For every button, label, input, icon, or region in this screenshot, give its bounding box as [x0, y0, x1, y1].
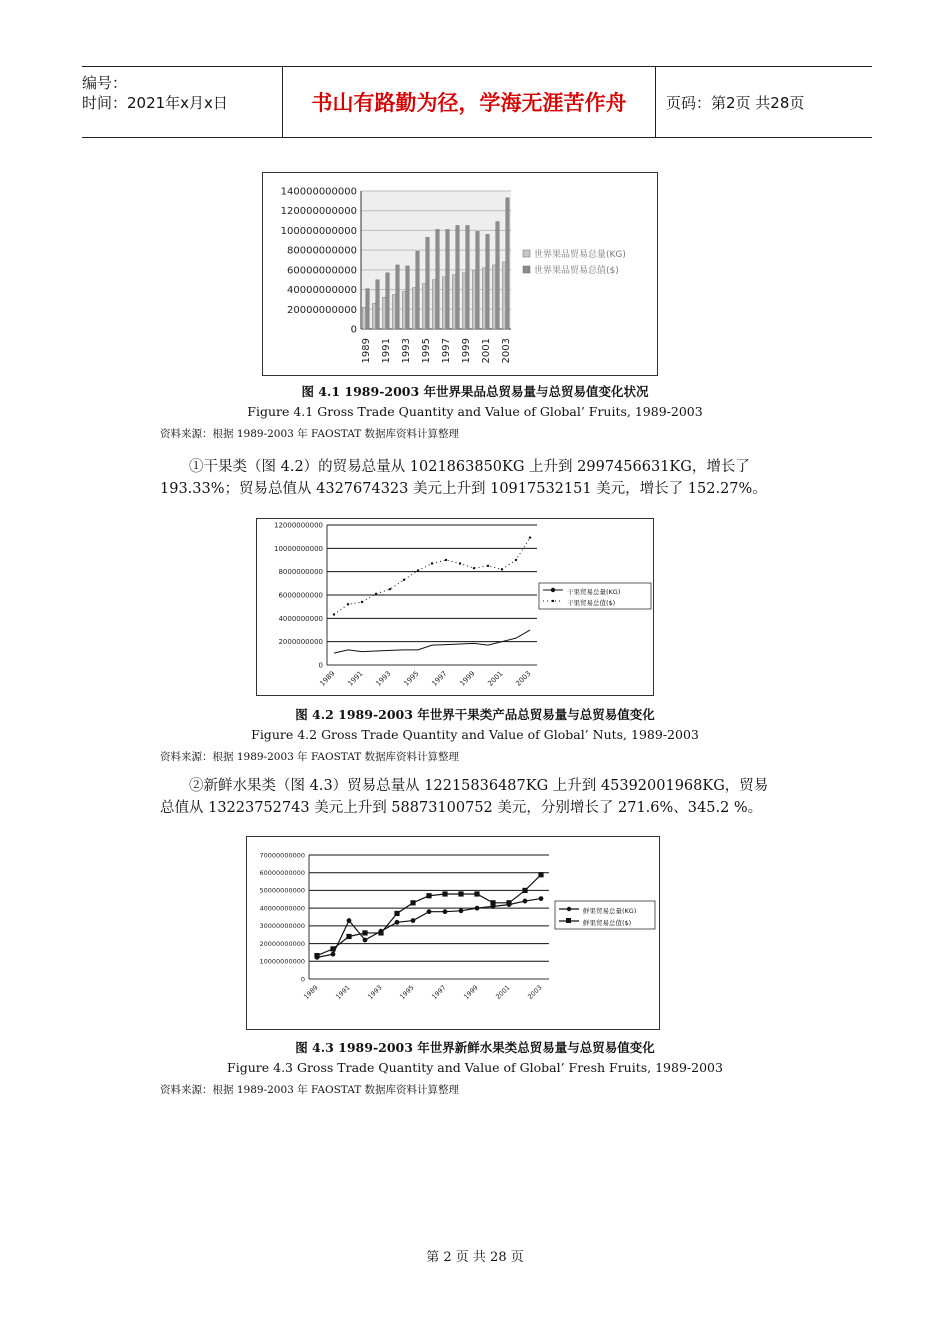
data-point	[459, 908, 464, 913]
y-tick-label: 60000000000	[259, 868, 305, 877]
x-tick-label: 1999	[458, 669, 477, 688]
legend-marker	[566, 918, 571, 923]
data-point	[529, 536, 531, 538]
data-point	[501, 568, 503, 570]
data-point	[506, 900, 511, 905]
page-header	[82, 66, 872, 138]
data-point	[346, 934, 351, 939]
data-point	[515, 559, 517, 561]
legend-label: 世界果品贸易总量(KG)	[534, 250, 626, 260]
y-tick-label: 140000000000	[280, 186, 357, 198]
data-point	[410, 900, 415, 905]
x-tick-label: 1999	[462, 983, 480, 1001]
data-point	[445, 559, 447, 561]
bar	[452, 275, 455, 329]
x-tick-label: 2003	[514, 669, 533, 688]
x-tick-label: 1995	[402, 669, 421, 688]
figure-3-caption-en: Figure 4.3 Gross Trade Quantity and Value of Global’ Fresh Fruits, 1989-2003	[227, 1060, 723, 1075]
legend-label: 干果贸易总值($)	[567, 599, 616, 607]
x-tick-label: 1993	[366, 983, 384, 1001]
y-tick-label: 12000000000	[274, 521, 323, 530]
bar	[482, 268, 485, 329]
bar	[476, 231, 479, 329]
data-point	[523, 899, 528, 904]
bar	[456, 226, 459, 330]
y-tick-label: 10000000000	[259, 957, 305, 966]
paragraph-nuts: ①干果类（图 4.2）的贸易总量从 1021863850KG 上升到 2997456631KG，增长了193.33%；贸易总值从 4327674323 美元上升到 10917532151 美元，增长了 152.27%。	[160, 459, 767, 497]
y-tick-label: 2000000000	[278, 638, 323, 647]
data-point	[363, 938, 368, 943]
figure-2-svg	[257, 519, 653, 695]
data-point	[362, 930, 367, 935]
x-tick-label: 1995	[398, 983, 416, 1001]
number-label: 编号：	[82, 74, 128, 92]
data-point	[378, 930, 383, 935]
x-tick-label: 1991	[381, 338, 392, 364]
figure-2-caption-en: Figure 4.2 Gross Trade Quantity and Value of Global’ Nuts, 1989-2003	[251, 727, 699, 742]
bar	[436, 229, 439, 329]
figure-1-caption-en: Figure 4.1 Gross Trade Quantity and Value of Global’ Fruits, 1989-2003	[247, 404, 703, 419]
data-point	[347, 918, 352, 923]
bar	[496, 222, 499, 329]
bar	[462, 273, 465, 329]
bar	[402, 292, 405, 329]
data-point	[361, 601, 363, 603]
figure-3-source: 资料来源：根据 1989-2003 年 FAOSTAT 数据库资料计算整理	[160, 1084, 460, 1096]
x-tick-label: 2001	[494, 983, 512, 1001]
x-tick-label: 1993	[401, 338, 412, 364]
data-point	[331, 952, 336, 957]
bar	[412, 288, 415, 329]
y-tick-label: 4000000000	[278, 614, 323, 623]
legend-label: 鲜果贸易总量(KG)	[583, 907, 637, 915]
y-tick-label: 0	[318, 661, 323, 670]
header-page-info: 页码：第2页 共28页	[666, 93, 805, 112]
bar	[396, 265, 399, 329]
y-tick-label: 20000000000	[259, 939, 305, 948]
data-point	[490, 900, 495, 905]
bar	[492, 265, 495, 329]
bar	[506, 198, 509, 329]
header-meta	[82, 67, 282, 143]
bar	[362, 307, 365, 329]
x-tick-label: 1997	[430, 983, 448, 1001]
bar	[392, 295, 395, 330]
figure-1-svg	[263, 173, 657, 375]
figure-2-chart	[256, 518, 654, 696]
x-tick-label: 1997	[430, 669, 449, 688]
y-tick-label: 10000000000	[274, 544, 323, 553]
x-tick-label: 2001	[481, 338, 492, 364]
bar	[366, 289, 369, 329]
bar	[386, 273, 389, 329]
y-tick-label: 8000000000	[278, 568, 323, 577]
bar	[376, 280, 379, 329]
bar	[422, 284, 425, 329]
y-tick-label: 40000000000	[287, 285, 357, 297]
x-tick-label: 1989	[318, 669, 337, 688]
bar	[502, 262, 505, 329]
legend-label: 鲜果贸易总值($)	[583, 919, 632, 927]
y-tick-label: 120000000000	[280, 206, 357, 218]
y-tick-label: 30000000000	[259, 922, 305, 931]
bar	[486, 234, 489, 329]
bar	[442, 277, 445, 329]
data-point	[474, 891, 479, 896]
x-tick-label: 1997	[441, 338, 452, 364]
data-point	[458, 891, 463, 896]
page-footer: 第 2 页 共 28 页	[426, 1250, 524, 1265]
date-label: 时间：2021年x月x日	[82, 94, 228, 112]
data-point	[431, 562, 433, 564]
bar	[372, 303, 375, 329]
figure-2-source: 资料来源：根据 1989-2003 年 FAOSTAT 数据库资料计算整理	[160, 751, 460, 763]
data-point	[538, 872, 543, 877]
data-point	[330, 946, 335, 951]
x-tick-label: 2003	[526, 983, 544, 1001]
data-point	[539, 896, 544, 901]
data-point	[459, 562, 461, 564]
series-line	[334, 538, 530, 615]
legend-marker	[551, 588, 555, 592]
legend-label: 世界果品贸易总值($)	[534, 266, 619, 276]
x-tick-label: 1991	[334, 983, 352, 1001]
y-tick-label: 70000000000	[259, 851, 305, 860]
data-point	[427, 909, 432, 914]
bar	[406, 266, 409, 329]
data-point	[442, 891, 447, 896]
figure-1-chart	[262, 172, 658, 376]
x-tick-label: 2003	[501, 338, 512, 364]
y-tick-label: 80000000000	[287, 245, 357, 257]
bar	[466, 226, 469, 330]
data-point	[426, 893, 431, 898]
bar	[382, 297, 385, 329]
data-point	[443, 909, 448, 914]
data-point	[411, 918, 416, 923]
data-point	[475, 906, 480, 911]
y-tick-label: 0	[350, 324, 357, 336]
bar	[426, 237, 429, 329]
data-point	[314, 953, 319, 958]
data-point	[389, 588, 391, 590]
figure-2-caption-cn: 图 4.2 1989-2003 年世界干果类产品总贸易量与总贸易值变化	[295, 707, 655, 722]
data-point	[403, 579, 405, 581]
legend-marker	[552, 600, 554, 602]
x-tick-label: 1991	[346, 669, 365, 688]
y-tick-label: 50000000000	[259, 886, 305, 895]
data-point	[473, 567, 475, 569]
data-point	[375, 593, 377, 595]
data-point	[395, 920, 400, 925]
data-point	[522, 888, 527, 893]
series-line	[317, 899, 541, 958]
bar	[446, 229, 449, 329]
figure-3-svg	[247, 837, 659, 1029]
figure-1-caption-cn: 图 4.1 1989-2003 年世界果品总贸易量与总贸易值变化状况	[301, 384, 649, 399]
bar	[432, 280, 435, 329]
x-tick-label: 1999	[461, 338, 472, 364]
data-point	[417, 569, 419, 571]
header-motto: 书山有路勤为径，学海无涯苦作舟	[282, 67, 656, 137]
y-tick-label: 40000000000	[259, 904, 305, 913]
legend-marker	[567, 907, 571, 911]
figure-1-source: 资料来源：根据 1989-2003 年 FAOSTAT 数据库资料计算整理	[160, 428, 460, 440]
y-tick-label: 20000000000	[287, 304, 357, 316]
paragraph-fresh: ②新鲜水果类（图 4.3）贸易总量从 12215836487KG 上升到 45392001968KG，贸易总值从 13223752743 美元上升到 58873100752 美元，分别增长了 271.6%、345.2 %。	[160, 778, 769, 816]
legend-swatch	[523, 250, 530, 257]
legend-swatch	[523, 266, 530, 273]
y-tick-label: 100000000000	[280, 225, 357, 237]
data-point	[333, 613, 335, 615]
x-tick-label: 1995	[421, 338, 432, 364]
data-point	[487, 565, 489, 567]
y-tick-label: 60000000000	[287, 265, 357, 277]
bar	[416, 251, 419, 329]
x-tick-label: 1993	[374, 669, 393, 688]
y-tick-label: 6000000000	[278, 591, 323, 600]
legend-label: 干果贸易总量(KG)	[567, 588, 621, 596]
y-tick-label: 0	[300, 975, 305, 984]
data-point	[347, 603, 349, 605]
data-point	[394, 911, 399, 916]
figure-3-chart	[246, 836, 660, 1030]
x-tick-label: 1989	[302, 983, 320, 1001]
bar	[472, 271, 475, 329]
x-tick-label: 2001	[486, 669, 505, 688]
x-tick-label: 1989	[361, 338, 372, 364]
figure-3-caption-cn: 图 4.3 1989-2003 年世界新鲜水果类总贸易量与总贸易值变化	[295, 1040, 655, 1055]
